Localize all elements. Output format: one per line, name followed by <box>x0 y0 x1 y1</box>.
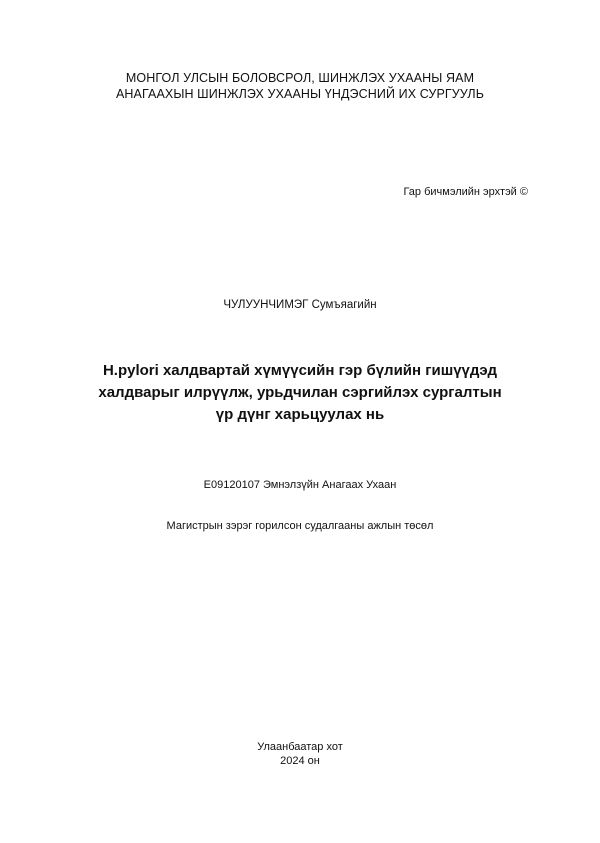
university-name: АНАГААХЫН ШИНЖЛЭХ УХААНЫ ҮНДЭСНИЙ ИХ СУРГУУЛЬ <box>115 87 485 101</box>
ministry-name: МОНГОЛ УЛСЫН БОЛОВСРОЛ, ШИНЖЛЭХ УХААНЫ ЯАМ <box>125 71 475 85</box>
copyright-notice: Гар бичмэлийн эрхтэй © <box>403 186 528 198</box>
institution-header <box>0 70 600 102</box>
place-and-year <box>0 740 600 768</box>
thesis-title <box>0 360 600 426</box>
title-line-2: халдварыг илрүүлж, урьдчилан сэргийлэх сургалтын <box>98 384 502 401</box>
year: 2024 он <box>280 755 320 767</box>
author-name: ЧУЛУУНЧИМЭГ Сумъяагийн <box>223 299 377 311</box>
title-line-1: H.pylori халдвартай хүмүүсийн гэр бүлийн гишүүдэд <box>102 362 498 379</box>
city-name: Улаанбаатар хот <box>257 741 343 753</box>
title-line-3: үр дүнг харьцуулах нь <box>215 406 385 423</box>
program-code: E09120107 Эмнэлзүйн Анагаах Ухаан <box>203 479 397 491</box>
document-type: Магистрын зэрэг горилсон судалгааны ажлын төсөл <box>166 520 434 532</box>
